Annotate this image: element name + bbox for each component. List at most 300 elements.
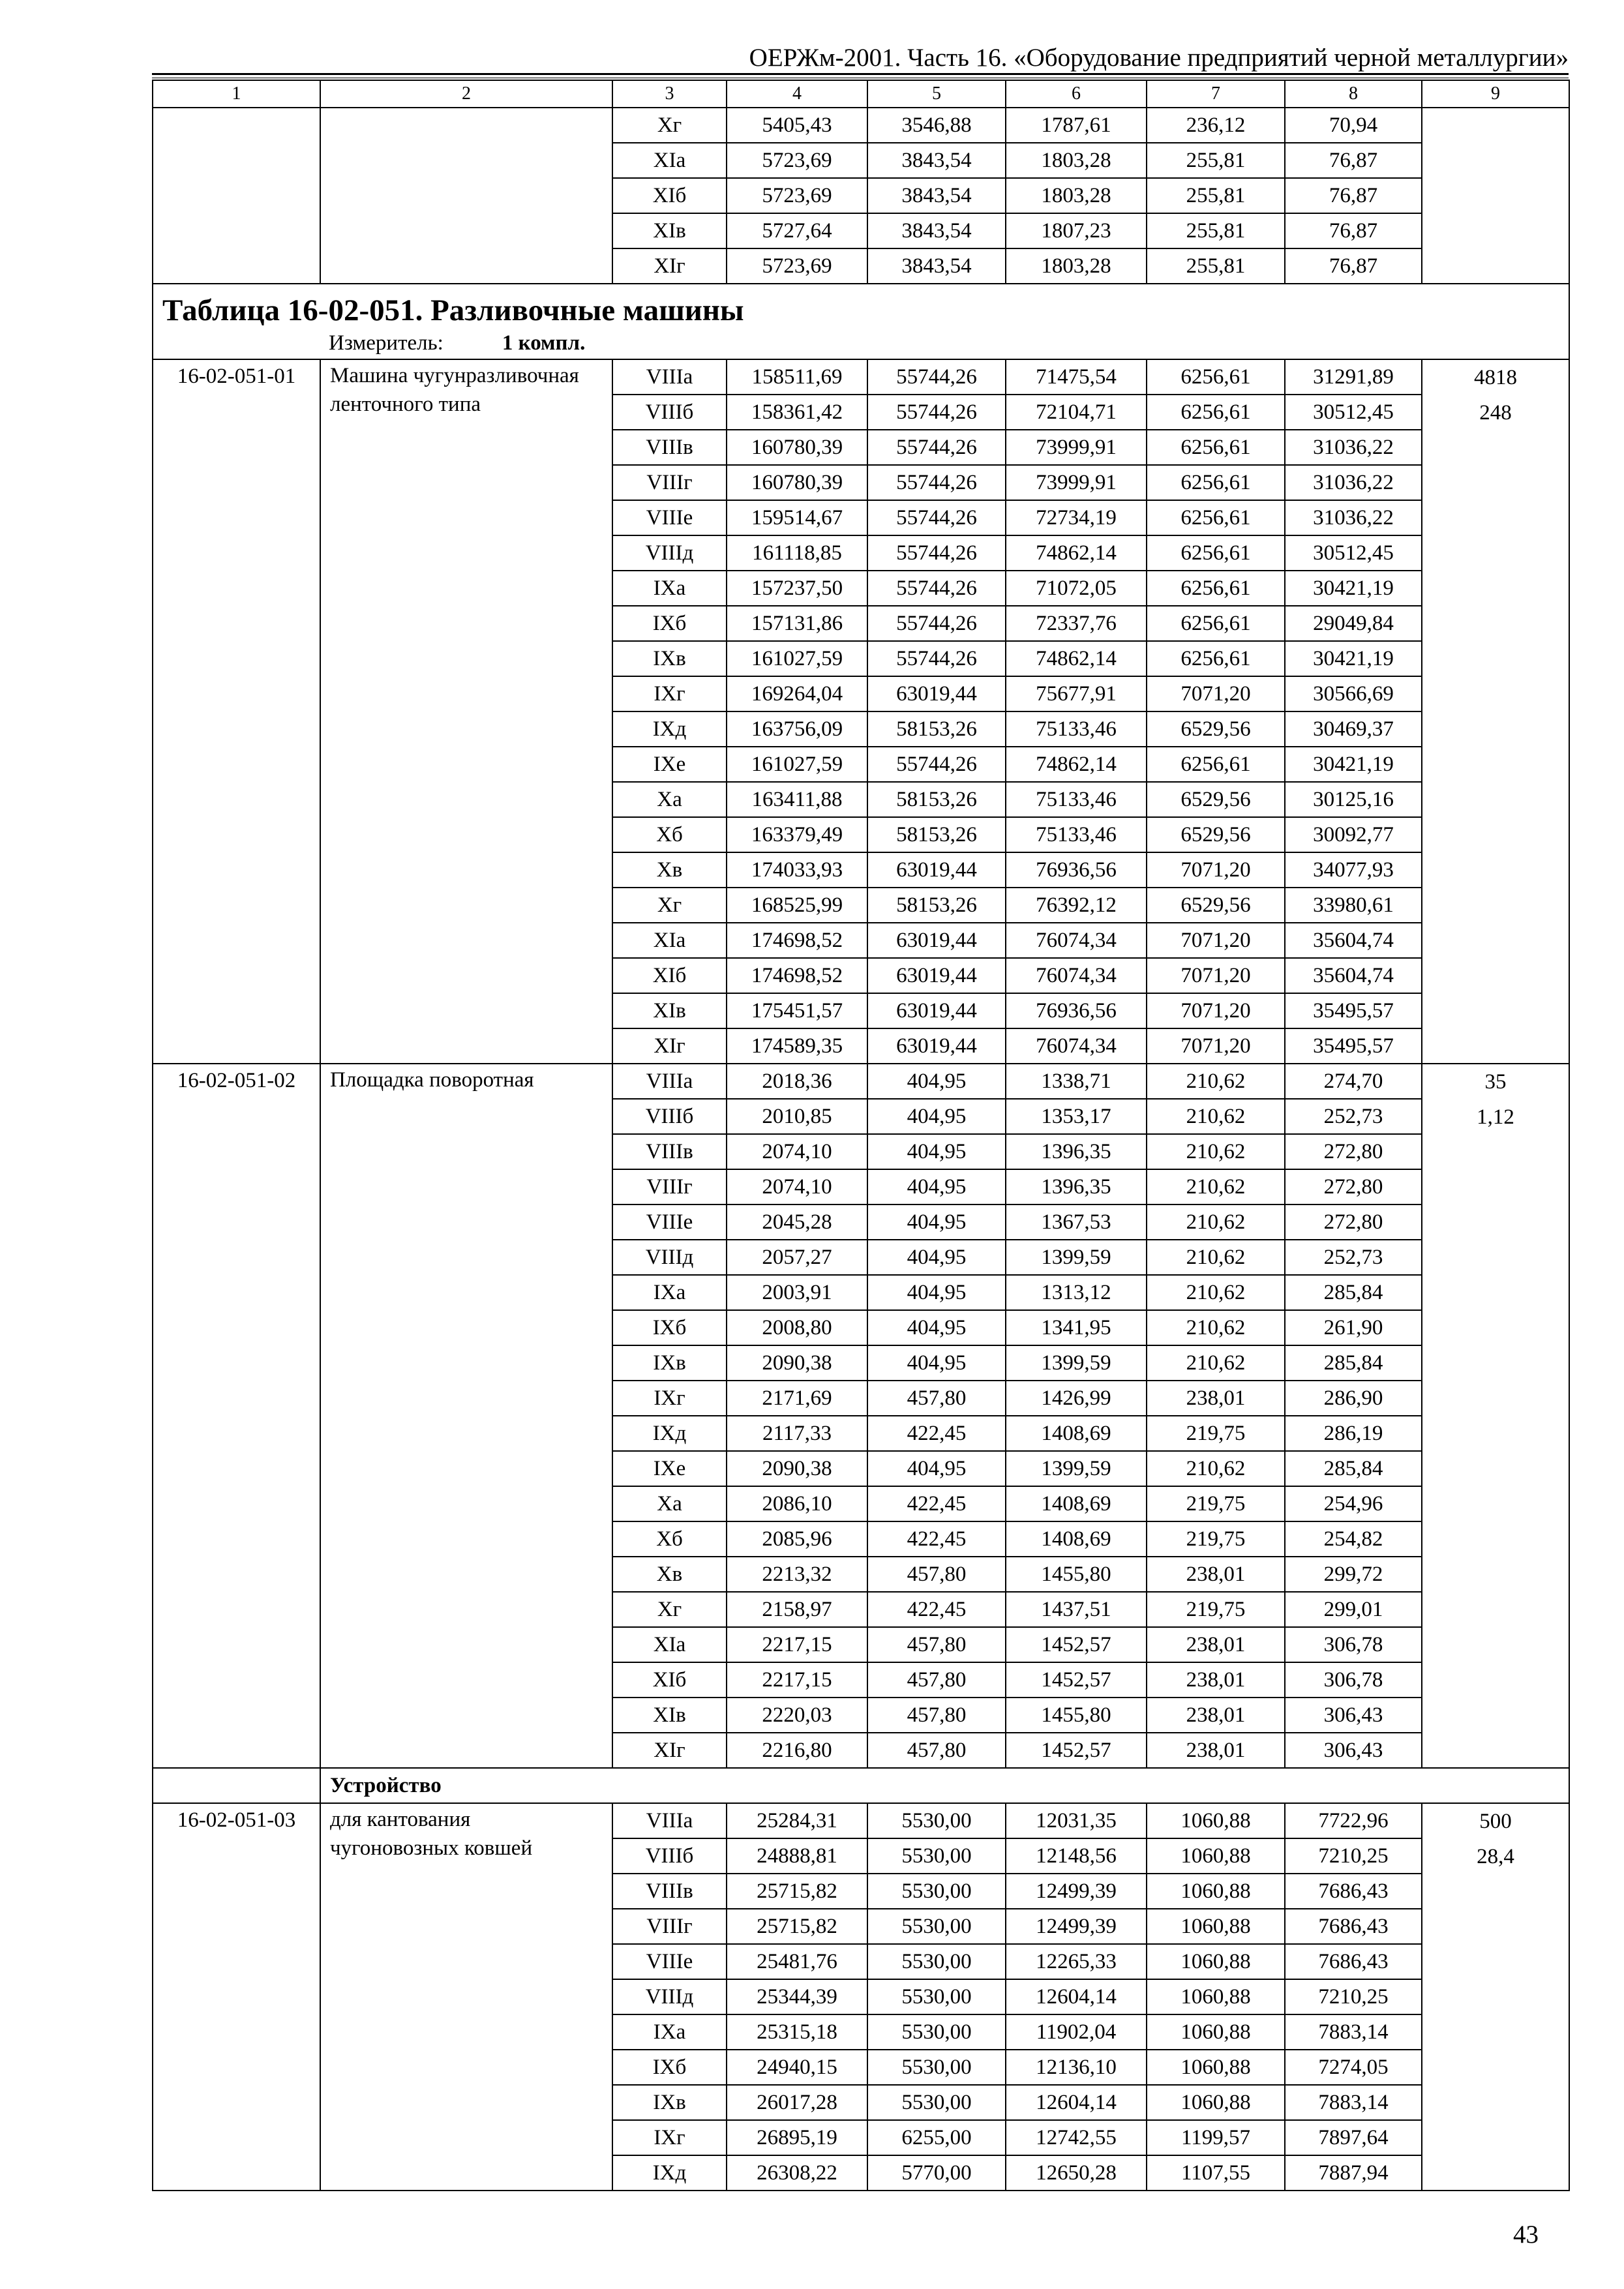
- value-cell: 2220,03: [727, 1698, 867, 1733]
- value-cell: 1455,80: [1006, 1698, 1147, 1733]
- region-code-cell: Xа: [612, 782, 727, 817]
- value-cell: 55744,26: [867, 606, 1006, 641]
- region-code-cell: IXг: [612, 676, 727, 711]
- value-cell: 210,62: [1147, 1169, 1285, 1204]
- value-cell: 7071,20: [1147, 676, 1285, 711]
- region-code-cell: VIIIд: [612, 1240, 727, 1275]
- value-cell: 7071,20: [1147, 958, 1285, 993]
- value-cell: 404,95: [867, 1134, 1006, 1169]
- value-cell: 210,62: [1147, 1451, 1285, 1486]
- value-cell: 5770,00: [867, 2155, 1006, 2191]
- value-cell: 5405,43: [727, 108, 867, 143]
- value-cell: 175451,57: [727, 993, 867, 1028]
- group-label-row: [153, 1768, 1569, 1803]
- value-cell: 1399,59: [1006, 1345, 1147, 1381]
- value-cell: 76392,12: [1006, 888, 1147, 923]
- value-cell: 30512,45: [1285, 395, 1422, 430]
- value-cell: 2018,36: [727, 1064, 867, 1099]
- value-cell: 252,73: [1285, 1240, 1422, 1275]
- value-cell: 404,95: [867, 1451, 1006, 1486]
- resource-cell: [1422, 108, 1569, 284]
- region-code-cell: XIг: [612, 1733, 727, 1768]
- region-code-cell: VIIIа: [612, 1803, 727, 1838]
- value-cell: 30125,16: [1285, 782, 1422, 817]
- value-cell: 55744,26: [867, 571, 1006, 606]
- value-cell: 6256,61: [1147, 359, 1285, 395]
- value-cell: 2217,15: [727, 1627, 867, 1662]
- value-cell: 238,01: [1147, 1627, 1285, 1662]
- value-cell: 161027,59: [727, 641, 867, 676]
- value-cell: 25344,39: [727, 1979, 867, 2014]
- value-cell: 76936,56: [1006, 852, 1147, 888]
- value-cell: 457,80: [867, 1733, 1006, 1768]
- resource-value: 1,12: [1477, 1105, 1514, 1129]
- value-cell: 76936,56: [1006, 993, 1147, 1028]
- region-code-cell: XIв: [612, 993, 727, 1028]
- value-cell: 1060,88: [1147, 1944, 1285, 1979]
- region-code-cell: VIIIв: [612, 430, 727, 465]
- region-code-cell: VIIIв: [612, 1874, 727, 1909]
- value-cell: 58153,26: [867, 888, 1006, 923]
- region-code-cell: IXд: [612, 711, 727, 747]
- region-code-cell: VIIIд: [612, 535, 727, 571]
- column-number: 1: [153, 80, 320, 108]
- value-cell: 24940,15: [727, 2050, 867, 2085]
- region-code-cell: XIб: [612, 958, 727, 993]
- value-cell: 71475,54: [1006, 359, 1147, 395]
- value-cell: 238,01: [1147, 1733, 1285, 1768]
- value-cell: 404,95: [867, 1169, 1006, 1204]
- value-cell: 12604,14: [1006, 2085, 1147, 2120]
- region-code-cell: XIа: [612, 1627, 727, 1662]
- value-cell: 55744,26: [867, 395, 1006, 430]
- value-cell: 255,81: [1147, 248, 1285, 284]
- value-cell: 255,81: [1147, 143, 1285, 178]
- region-code-cell: XIб: [612, 1662, 727, 1698]
- value-cell: 238,01: [1147, 1557, 1285, 1592]
- value-cell: 261,90: [1285, 1310, 1422, 1345]
- value-cell: 2010,85: [727, 1099, 867, 1134]
- value-cell: 272,80: [1285, 1134, 1422, 1169]
- value-cell: 1341,95: [1006, 1310, 1147, 1345]
- value-cell: 58153,26: [867, 817, 1006, 852]
- region-code-cell: Xа: [612, 1486, 727, 1521]
- value-cell: 73999,91: [1006, 430, 1147, 465]
- resource-value: 28,4: [1477, 1845, 1514, 1868]
- value-cell: 163411,88: [727, 782, 867, 817]
- value-cell: 5530,00: [867, 2014, 1006, 2050]
- value-cell: 422,45: [867, 1486, 1006, 1521]
- value-cell: 1807,23: [1006, 213, 1147, 248]
- value-cell: 25315,18: [727, 2014, 867, 2050]
- value-cell: 210,62: [1147, 1099, 1285, 1134]
- region-code-cell: VIIIг: [612, 465, 727, 500]
- value-cell: 2117,33: [727, 1416, 867, 1451]
- value-cell: 5530,00: [867, 1909, 1006, 1944]
- value-cell: 7887,94: [1285, 2155, 1422, 2191]
- value-cell: 72104,71: [1006, 395, 1147, 430]
- value-cell: 404,95: [867, 1275, 1006, 1310]
- value-cell: 76,87: [1285, 213, 1422, 248]
- value-cell: 75133,46: [1006, 711, 1147, 747]
- value-cell: 12650,28: [1006, 2155, 1147, 2191]
- value-cell: 12604,14: [1006, 1979, 1147, 2014]
- value-cell: 5530,00: [867, 1944, 1006, 1979]
- region-code-cell: IXе: [612, 747, 727, 782]
- value-cell: 2090,38: [727, 1451, 867, 1486]
- value-cell: 6529,56: [1147, 817, 1285, 852]
- region-code-cell: VIIIг: [612, 1169, 727, 1204]
- value-cell: 404,95: [867, 1099, 1006, 1134]
- value-cell: 5530,00: [867, 1979, 1006, 2014]
- value-cell: 2008,80: [727, 1310, 867, 1345]
- value-cell: 1455,80: [1006, 1557, 1147, 1592]
- value-cell: 158361,42: [727, 395, 867, 430]
- value-cell: 286,90: [1285, 1381, 1422, 1416]
- value-cell: 24888,81: [727, 1838, 867, 1874]
- value-cell: 29049,84: [1285, 606, 1422, 641]
- price-table: [152, 80, 1570, 2191]
- value-cell: 169264,04: [727, 676, 867, 711]
- value-cell: 70,94: [1285, 108, 1422, 143]
- value-cell: 238,01: [1147, 1381, 1285, 1416]
- value-cell: 55744,26: [867, 500, 1006, 535]
- region-code-cell: XIв: [612, 1698, 727, 1733]
- region-code-cell: XIа: [612, 923, 727, 958]
- value-cell: 160780,39: [727, 465, 867, 500]
- table-row: [153, 1064, 1569, 1099]
- value-cell: 1313,12: [1006, 1275, 1147, 1310]
- resource-value: 500: [1479, 1810, 1512, 1833]
- region-code-cell: IXа: [612, 571, 727, 606]
- value-cell: 174589,35: [727, 1028, 867, 1064]
- empty-cell: [153, 1768, 320, 1803]
- resource-cell: [1422, 359, 1569, 1064]
- value-cell: 35604,74: [1285, 923, 1422, 958]
- value-cell: 285,84: [1285, 1451, 1422, 1486]
- value-cell: 26895,19: [727, 2120, 867, 2155]
- value-cell: 63019,44: [867, 958, 1006, 993]
- value-cell: 76074,34: [1006, 1028, 1147, 1064]
- value-cell: 76074,34: [1006, 958, 1147, 993]
- value-cell: 3843,54: [867, 178, 1006, 213]
- value-cell: 3843,54: [867, 143, 1006, 178]
- value-cell: 1803,28: [1006, 178, 1147, 213]
- meter-value: 1 компл.: [502, 331, 586, 355]
- value-cell: 404,95: [867, 1204, 1006, 1240]
- column-number: 7: [1147, 80, 1285, 108]
- value-cell: 422,45: [867, 1416, 1006, 1451]
- value-cell: 1060,88: [1147, 1803, 1285, 1838]
- value-cell: 174698,52: [727, 923, 867, 958]
- item-code-cell: 16-02-051-02: [153, 1064, 320, 1768]
- region-code-cell: VIIIа: [612, 359, 727, 395]
- table-title-row: [153, 284, 1569, 359]
- value-cell: 5530,00: [867, 1838, 1006, 1874]
- value-cell: 2217,15: [727, 1662, 867, 1698]
- resource-value: 35: [1484, 1070, 1507, 1094]
- region-code-cell: VIIIб: [612, 1099, 727, 1134]
- value-cell: 76,87: [1285, 143, 1422, 178]
- value-cell: 210,62: [1147, 1240, 1285, 1275]
- value-cell: 7071,20: [1147, 923, 1285, 958]
- value-cell: 25715,82: [727, 1909, 867, 1944]
- price-table-wrap: [152, 80, 1569, 2191]
- value-cell: 30512,45: [1285, 535, 1422, 571]
- running-header: ОЕРЖм-2001. Часть 16. «Оборудование предприятий черной металлургии»: [749, 44, 1569, 72]
- value-cell: 1803,28: [1006, 143, 1147, 178]
- region-code-cell: IXв: [612, 1345, 727, 1381]
- region-code-cell: IXв: [612, 2085, 727, 2120]
- value-cell: 12031,35: [1006, 1803, 1147, 1838]
- value-cell: 5530,00: [867, 1803, 1006, 1838]
- region-code-cell: IXд: [612, 1416, 727, 1451]
- region-code-cell: XIг: [612, 1028, 727, 1064]
- value-cell: 457,80: [867, 1662, 1006, 1698]
- value-cell: 272,80: [1285, 1204, 1422, 1240]
- value-cell: 404,95: [867, 1345, 1006, 1381]
- table-row: [153, 1803, 1569, 1838]
- region-code-cell: VIIIе: [612, 1204, 727, 1240]
- column-number: 8: [1285, 80, 1422, 108]
- table-title: Таблица 16-02-051. Разливочные машины: [162, 293, 744, 327]
- value-cell: 30092,77: [1285, 817, 1422, 852]
- value-cell: 55744,26: [867, 465, 1006, 500]
- value-cell: 285,84: [1285, 1345, 1422, 1381]
- value-cell: 12136,10: [1006, 2050, 1147, 2085]
- value-cell: 5723,69: [727, 248, 867, 284]
- value-cell: 76,87: [1285, 248, 1422, 284]
- value-cell: 7071,20: [1147, 852, 1285, 888]
- region-code-cell: Xб: [612, 1521, 727, 1557]
- value-cell: 174698,52: [727, 958, 867, 993]
- group-label: Устройство: [320, 1768, 1569, 1803]
- value-cell: 58153,26: [867, 782, 1006, 817]
- value-cell: 1399,59: [1006, 1240, 1147, 1275]
- region-code-cell: Xв: [612, 1557, 727, 1592]
- value-cell: 174033,93: [727, 852, 867, 888]
- column-number-row: [153, 80, 1569, 108]
- value-cell: 1199,57: [1147, 2120, 1285, 2155]
- value-cell: 7897,64: [1285, 2120, 1422, 2155]
- value-cell: 457,80: [867, 1698, 1006, 1733]
- region-code-cell: Xг: [612, 1592, 727, 1627]
- value-cell: 25284,31: [727, 1803, 867, 1838]
- value-cell: 1060,88: [1147, 2014, 1285, 2050]
- region-code-cell: IXб: [612, 1310, 727, 1345]
- value-cell: 6256,61: [1147, 606, 1285, 641]
- region-code-cell: IXа: [612, 1275, 727, 1310]
- value-cell: 55744,26: [867, 535, 1006, 571]
- value-cell: 252,73: [1285, 1099, 1422, 1134]
- value-cell: 5530,00: [867, 2085, 1006, 2120]
- value-cell: 210,62: [1147, 1310, 1285, 1345]
- value-cell: 7071,20: [1147, 1028, 1285, 1064]
- region-code-cell: IXа: [612, 2014, 727, 2050]
- value-cell: 160780,39: [727, 430, 867, 465]
- value-cell: 5727,64: [727, 213, 867, 248]
- header-rule: [152, 73, 1569, 75]
- value-cell: 2171,69: [727, 1381, 867, 1416]
- value-cell: 255,81: [1147, 213, 1285, 248]
- value-cell: 30469,37: [1285, 711, 1422, 747]
- value-cell: 75677,91: [1006, 676, 1147, 711]
- value-cell: 7883,14: [1285, 2085, 1422, 2120]
- value-cell: 35495,57: [1285, 1028, 1422, 1064]
- value-cell: 63019,44: [867, 993, 1006, 1028]
- value-cell: 1399,59: [1006, 1451, 1147, 1486]
- region-code-cell: VIIIд: [612, 1979, 727, 2014]
- value-cell: 1060,88: [1147, 2085, 1285, 2120]
- value-cell: 55744,26: [867, 430, 1006, 465]
- value-cell: 3843,54: [867, 213, 1006, 248]
- value-cell: 1408,69: [1006, 1521, 1147, 1557]
- value-cell: 73999,91: [1006, 465, 1147, 500]
- value-cell: 7686,43: [1285, 1909, 1422, 1944]
- value-cell: 219,75: [1147, 1521, 1285, 1557]
- table-row: [153, 359, 1569, 395]
- value-cell: 161027,59: [727, 747, 867, 782]
- region-code-cell: Xв: [612, 852, 727, 888]
- value-cell: 1408,69: [1006, 1416, 1147, 1451]
- value-cell: 35604,74: [1285, 958, 1422, 993]
- value-cell: 219,75: [1147, 1416, 1285, 1451]
- value-cell: 163756,09: [727, 711, 867, 747]
- value-cell: 2085,96: [727, 1521, 867, 1557]
- value-cell: 1452,57: [1006, 1627, 1147, 1662]
- value-cell: 7686,43: [1285, 1874, 1422, 1909]
- value-cell: 2216,80: [727, 1733, 867, 1768]
- value-cell: 7274,05: [1285, 2050, 1422, 2085]
- column-number: 2: [320, 80, 612, 108]
- value-cell: 33980,61: [1285, 888, 1422, 923]
- value-cell: 63019,44: [867, 676, 1006, 711]
- value-cell: 63019,44: [867, 923, 1006, 958]
- value-cell: 30421,19: [1285, 571, 1422, 606]
- value-cell: 76,87: [1285, 178, 1422, 213]
- value-cell: 210,62: [1147, 1064, 1285, 1099]
- value-cell: 7883,14: [1285, 2014, 1422, 2050]
- value-cell: 63019,44: [867, 1028, 1006, 1064]
- value-cell: 6256,61: [1147, 465, 1285, 500]
- value-cell: 210,62: [1147, 1345, 1285, 1381]
- item-code-cell: 16-02-051-01: [153, 359, 320, 1064]
- value-cell: 254,82: [1285, 1521, 1422, 1557]
- value-cell: 1353,17: [1006, 1099, 1147, 1134]
- value-cell: 157237,50: [727, 571, 867, 606]
- region-code-cell: IXб: [612, 2050, 727, 2085]
- value-cell: 1060,88: [1147, 1909, 1285, 1944]
- value-cell: 219,75: [1147, 1486, 1285, 1521]
- value-cell: 1060,88: [1147, 1874, 1285, 1909]
- value-cell: 6256,61: [1147, 571, 1285, 606]
- value-cell: 1060,88: [1147, 1979, 1285, 2014]
- value-cell: 5723,69: [727, 143, 867, 178]
- value-cell: 2086,10: [727, 1486, 867, 1521]
- value-cell: 74862,14: [1006, 747, 1147, 782]
- value-cell: 1452,57: [1006, 1733, 1147, 1768]
- region-code-cell: Xг: [612, 108, 727, 143]
- resource-cell: [1422, 1064, 1569, 1768]
- value-cell: 210,62: [1147, 1275, 1285, 1310]
- value-cell: 30566,69: [1285, 676, 1422, 711]
- resource-value: 4818: [1474, 366, 1517, 389]
- value-cell: 11902,04: [1006, 2014, 1147, 2050]
- value-cell: 404,95: [867, 1240, 1006, 1275]
- value-cell: 71072,05: [1006, 571, 1147, 606]
- value-cell: 238,01: [1147, 1662, 1285, 1698]
- value-cell: 1408,69: [1006, 1486, 1147, 1521]
- value-cell: 12265,33: [1006, 1944, 1147, 1979]
- value-cell: 285,84: [1285, 1275, 1422, 1310]
- value-cell: 55744,26: [867, 747, 1006, 782]
- value-cell: 7071,20: [1147, 993, 1285, 1028]
- value-cell: 457,80: [867, 1557, 1006, 1592]
- item-name-cell: [320, 108, 612, 284]
- value-cell: 63019,44: [867, 852, 1006, 888]
- meter-line: [162, 330, 1559, 356]
- value-cell: 2045,28: [727, 1204, 867, 1240]
- value-cell: 26308,22: [727, 2155, 867, 2191]
- value-cell: 2158,97: [727, 1592, 867, 1627]
- value-cell: 7686,43: [1285, 1944, 1422, 1979]
- value-cell: 286,19: [1285, 1416, 1422, 1451]
- table-row: [153, 108, 1569, 143]
- value-cell: 5530,00: [867, 1874, 1006, 1909]
- region-code-cell: IXе: [612, 1451, 727, 1486]
- value-cell: 76074,34: [1006, 923, 1147, 958]
- value-cell: 6256,61: [1147, 641, 1285, 676]
- resource-value: 248: [1479, 401, 1512, 425]
- value-cell: 2057,27: [727, 1240, 867, 1275]
- value-cell: 7210,25: [1285, 1979, 1422, 2014]
- value-cell: 157131,86: [727, 606, 867, 641]
- value-cell: 58153,26: [867, 711, 1006, 747]
- value-cell: 306,43: [1285, 1733, 1422, 1768]
- value-cell: 12499,39: [1006, 1874, 1147, 1909]
- value-cell: 210,62: [1147, 1204, 1285, 1240]
- value-cell: 168525,99: [727, 888, 867, 923]
- item-code-cell: [153, 108, 320, 284]
- value-cell: 1803,28: [1006, 248, 1147, 284]
- region-code-cell: VIIIе: [612, 500, 727, 535]
- value-cell: 5530,00: [867, 2050, 1006, 2085]
- region-code-cell: IXг: [612, 2120, 727, 2155]
- value-cell: 12148,56: [1006, 1838, 1147, 1874]
- region-code-cell: IXб: [612, 606, 727, 641]
- value-cell: 7210,25: [1285, 1838, 1422, 1874]
- value-cell: 75133,46: [1006, 782, 1147, 817]
- value-cell: 2074,10: [727, 1169, 867, 1204]
- page-number: 43: [1513, 2221, 1539, 2249]
- region-code-cell: Xг: [612, 888, 727, 923]
- value-cell: 31036,22: [1285, 465, 1422, 500]
- item-name-cell: Площадка поворотная: [320, 1064, 612, 1768]
- value-cell: 6256,61: [1147, 500, 1285, 535]
- value-cell: 1060,88: [1147, 2050, 1285, 2085]
- value-cell: 75133,46: [1006, 817, 1147, 852]
- region-code-cell: Xб: [612, 817, 727, 852]
- value-cell: 238,01: [1147, 1698, 1285, 1733]
- value-cell: 31036,22: [1285, 430, 1422, 465]
- value-cell: 72734,19: [1006, 500, 1147, 535]
- value-cell: 31291,89: [1285, 359, 1422, 395]
- value-cell: 55744,26: [867, 359, 1006, 395]
- value-cell: 1367,53: [1006, 1204, 1147, 1240]
- item-name-cell: для кантования чугоновозных ковшей: [320, 1803, 612, 2191]
- value-cell: 2003,91: [727, 1275, 867, 1310]
- region-code-cell: IXг: [612, 1381, 727, 1416]
